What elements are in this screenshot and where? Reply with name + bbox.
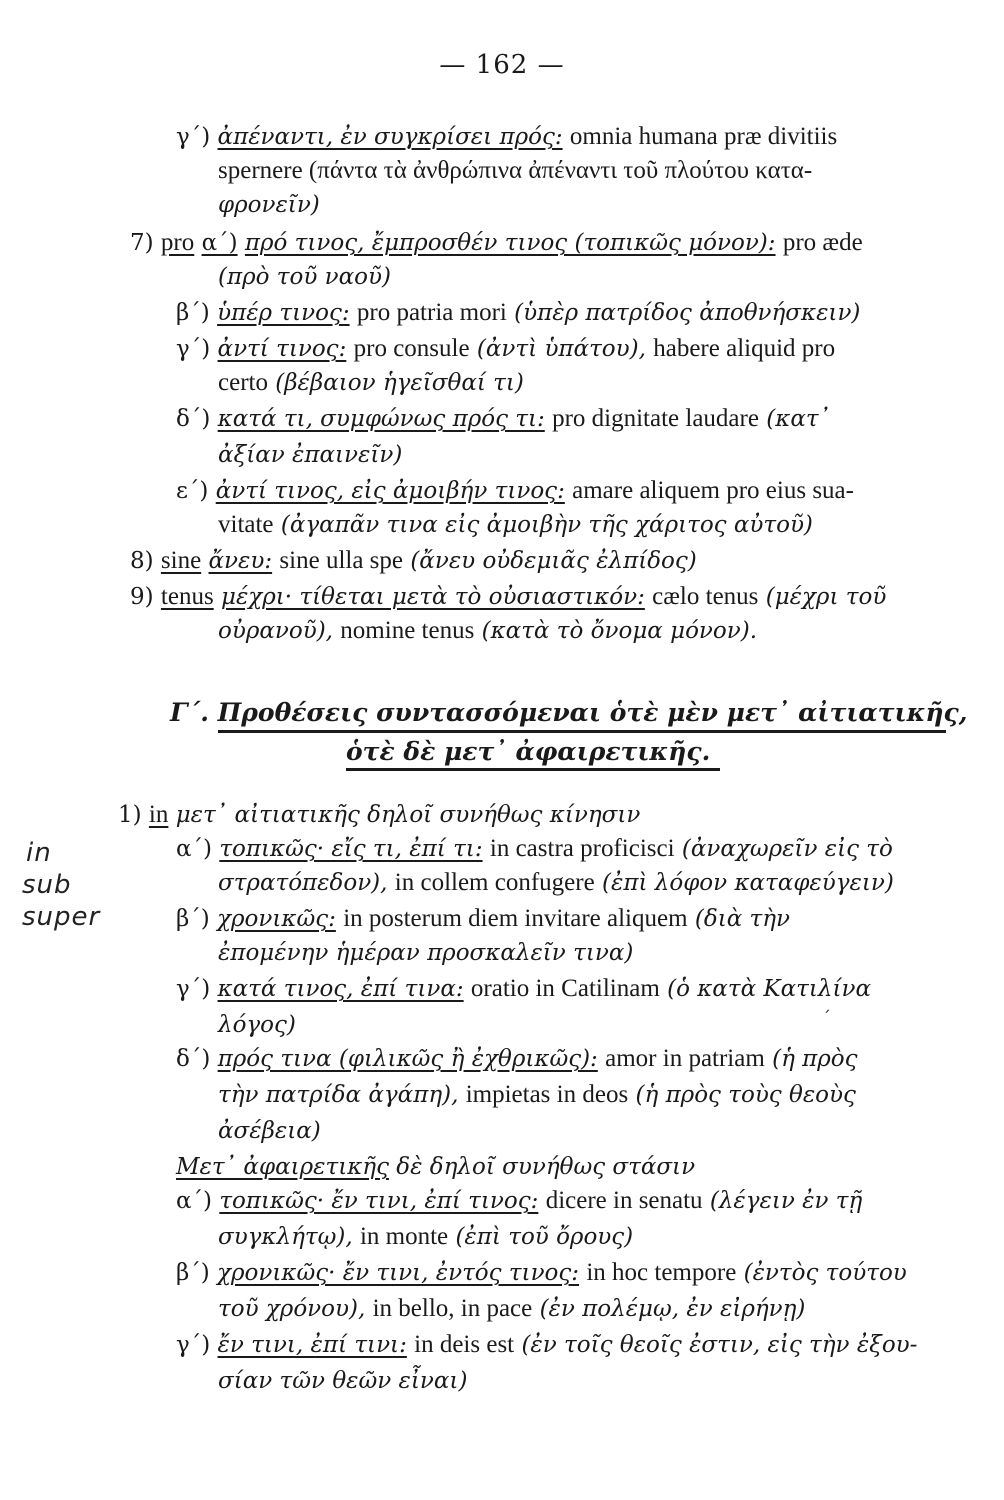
translation: (ἀντὶ ὑπάτου), bbox=[476, 336, 646, 362]
margin-note-sub: sub bbox=[22, 870, 72, 900]
label: α΄) bbox=[176, 836, 213, 862]
label: ε΄) bbox=[176, 478, 209, 504]
item9-line2 bbox=[218, 616, 757, 646]
page-number: — 162 — bbox=[439, 50, 565, 80]
latin-example: pro æde bbox=[782, 229, 863, 256]
item1-beta-line2: ἐπομένην ἡμέραν προσκαλεῖν τινα) bbox=[218, 940, 634, 966]
translation: συγκλήτῳ), bbox=[218, 1224, 353, 1250]
latin-example: in collem confugere bbox=[394, 869, 595, 896]
ablative-intro-line bbox=[176, 1152, 695, 1182]
item7-line bbox=[130, 228, 863, 258]
keyword: tenus bbox=[160, 583, 214, 610]
item7-delta-line bbox=[176, 404, 830, 434]
translation: (διὰ τὴν bbox=[694, 906, 791, 932]
translation-2: (ἐν πολέμῳ, ἐν εἰρήνῃ) bbox=[539, 1296, 806, 1322]
label: α΄) bbox=[201, 230, 238, 256]
translation: (λέγειν ἐν τῇ bbox=[709, 1188, 863, 1214]
latin-example: in monte bbox=[359, 1223, 449, 1250]
latin-example: sine ulla spe bbox=[279, 547, 404, 574]
stray-mark: ´ bbox=[822, 1008, 831, 1029]
abl-alpha-line2 bbox=[218, 1222, 633, 1252]
item7-beta-line bbox=[176, 298, 860, 328]
translation: (ἄνευ οὐδεμιᾶς ἐλπίδος) bbox=[410, 548, 697, 574]
greek-term: ἀπέναντι, ἐν συγκρίσει πρός: bbox=[217, 124, 563, 150]
heading-underline-2 bbox=[346, 768, 720, 771]
label: α΄) bbox=[176, 1188, 213, 1214]
item1-gamma-line bbox=[176, 974, 871, 1004]
label: γ΄) bbox=[176, 976, 211, 1002]
latin-example: omnia humana præ divitiis bbox=[569, 123, 838, 150]
item1-gamma-line2: λόγος) bbox=[218, 1012, 296, 1038]
label: β΄) bbox=[176, 300, 210, 326]
item8-line bbox=[130, 546, 697, 576]
latin-example: in posterum diem invitare aliquem bbox=[343, 905, 688, 932]
section-heading-line1: Γ΄. Προθέσεις συντασσόμεναι ὁτὲ μὲν μετ᾽ αἰτιατικῆς, bbox=[170, 698, 968, 727]
item7-epsilon-line2 bbox=[218, 510, 813, 540]
translation-2: (ἡ πρὸς τοὺς θεοὺς bbox=[635, 1082, 856, 1108]
label: γ΄) bbox=[176, 336, 211, 362]
latin-example: in deis est bbox=[414, 1331, 515, 1358]
heading-underline-1 bbox=[218, 730, 946, 733]
translation-2: (ἐπὶ λόφον καταφεύγειν) bbox=[602, 870, 894, 896]
margin-note-in: in bbox=[26, 838, 52, 868]
abl-beta-line2 bbox=[218, 1294, 805, 1324]
latin-example: amare aliquem pro eius sua- bbox=[572, 477, 854, 504]
item7-gamma-line2 bbox=[218, 368, 524, 398]
latin-example: dicere in senatu bbox=[545, 1187, 703, 1214]
latin-example: certo bbox=[218, 369, 268, 396]
section-heading-line2: ὁτὲ δὲ μετ᾽ ἀφαιρετικῆς. bbox=[346, 737, 711, 766]
greek-term: τοπικῶς· εἴς τι, ἐπί τι: bbox=[219, 836, 483, 862]
latin-example: in hoc tempore bbox=[586, 1259, 737, 1286]
label: γ΄) bbox=[176, 1332, 211, 1358]
greek-term: ἔν τινι, ἐπί τινι: bbox=[217, 1332, 407, 1358]
item7-delta-line2: ἀξίαν ἐπαινεῖν) bbox=[218, 442, 403, 468]
entry-gamma-line bbox=[176, 122, 837, 152]
latin-example: oratio in Catilinam bbox=[470, 975, 660, 1002]
latin-example: in castra proficisci bbox=[489, 835, 675, 862]
abl-gamma-line bbox=[176, 1330, 917, 1360]
greek-term: ἄνευ: bbox=[208, 548, 273, 574]
greek-term: μέχρι· τίθεται μετὰ τὸ οὐσιαστικόν: bbox=[221, 584, 645, 610]
latin-example: in bello, in pace bbox=[372, 1295, 533, 1322]
translation: (ἀγαπᾶν τινα εἰς ἀμοιβὴν τῆς χάριτος αὐτοῦ) bbox=[280, 512, 813, 538]
item1-alpha-line bbox=[176, 834, 893, 864]
label: δ΄) bbox=[176, 1046, 211, 1072]
item1-alpha-line2 bbox=[218, 868, 894, 898]
translation: (ὑπὲρ πατρίδος ἀποθνήσκειν) bbox=[514, 300, 861, 326]
latin-example: pro patria mori bbox=[356, 299, 507, 326]
entry-gamma-line2: spernere (πάντα τὰ ἀνθρώπινα ἀπέναντι τοῦ πλούτου κατα- bbox=[218, 157, 813, 184]
translation: (ἡ πρὸς bbox=[772, 1046, 858, 1072]
keyword: pro bbox=[160, 229, 195, 256]
item-number: 1) bbox=[118, 802, 142, 828]
latin-example-2: habere aliquid pro bbox=[653, 335, 836, 362]
translation: (ἐν τοῖς θεοῖς ἐστιν, εἰς τὴν ἐξου- bbox=[521, 1332, 918, 1358]
keyword: in bbox=[148, 801, 169, 828]
greek-term: πρό τινος, ἔμπροσθέν τινος (τοπικῶς μόνον): bbox=[244, 230, 776, 256]
latin-example: vitate bbox=[218, 511, 274, 538]
latin-example: amor in patriam bbox=[605, 1045, 765, 1072]
item7-epsilon-line bbox=[176, 476, 854, 506]
translation: τὴν πατρίδα ἀγάπη), bbox=[218, 1082, 459, 1108]
latin-example: cælo tenus bbox=[652, 583, 759, 610]
translation: (ὁ κατὰ Κατιλίνα bbox=[667, 976, 871, 1002]
item-number: 7) bbox=[130, 230, 154, 256]
translation: (βέβαιον ἡγεῖσθαί τι) bbox=[275, 370, 524, 396]
item1-line bbox=[118, 800, 640, 830]
item7-alpha-line2: (πρὸ τοῦ ναοῦ) bbox=[218, 264, 391, 290]
item-number: 9) bbox=[130, 584, 154, 610]
latin-example: impietas in deos bbox=[465, 1081, 629, 1108]
greek-term: κατά τινος, ἐπί τινα: bbox=[217, 976, 464, 1002]
keyword: sine bbox=[160, 547, 202, 574]
translation: (κατ᾽ bbox=[766, 406, 831, 432]
item1-delta-line bbox=[176, 1044, 858, 1074]
translation: τοῦ χρόνου), bbox=[218, 1296, 366, 1322]
translation: (ἀναχωρεῖν εἰς τὸ bbox=[681, 836, 893, 862]
greek-term: ὑπέρ τινος: bbox=[217, 300, 350, 326]
abl-gamma-line2: σίαν τῶν θεῶν εἶναι) bbox=[218, 1368, 468, 1394]
ablative-heading: Μετ᾽ ἀφαιρετικῆς bbox=[176, 1154, 389, 1180]
item1-delta-line2 bbox=[218, 1080, 856, 1110]
ablative-intro: δὲ δηλοῖ συνήθως στάσιν bbox=[396, 1154, 696, 1180]
margin-note-super: super bbox=[22, 902, 101, 932]
translation: οὐρανοῦ), bbox=[218, 618, 333, 644]
item1-delta-line3: ἀσέβεια) bbox=[218, 1118, 321, 1144]
greek-term: κατά τι, συμφώνως πρός τι: bbox=[217, 406, 545, 432]
greek-term: χρονικῶς: bbox=[217, 906, 336, 932]
greek-term: χρονικῶς· ἔν τινι, ἐντός τινος: bbox=[217, 1260, 580, 1286]
latin-example: pro consule bbox=[353, 335, 470, 362]
greek-term: τοπικῶς· ἔν τινι, ἐπί τινος: bbox=[219, 1188, 539, 1214]
label: γ΄) bbox=[176, 124, 211, 150]
abl-beta-line bbox=[176, 1258, 907, 1288]
item9-line bbox=[130, 582, 886, 612]
latin-example: nomine tenus bbox=[340, 617, 475, 644]
abl-alpha-line bbox=[176, 1186, 862, 1216]
greek-term: ἀντί τινος, εἰς ἀμοιβήν τινος: bbox=[215, 478, 565, 504]
label: β΄) bbox=[176, 906, 210, 932]
label: β΄) bbox=[176, 1260, 210, 1286]
translation-2: (ἐπὶ τοῦ ὄρους) bbox=[455, 1224, 634, 1250]
translation-2: (κατὰ τὸ ὄνομα μόνον). bbox=[481, 618, 758, 644]
label: δ΄) bbox=[176, 406, 211, 432]
latin-example: pro dignitate laudare bbox=[552, 405, 759, 432]
item1-beta-line bbox=[176, 904, 790, 934]
translation: στρατόπεδον), bbox=[218, 870, 388, 896]
item-number: 8) bbox=[130, 548, 154, 574]
greek-term: πρός τινα (φιλικῶς ἢ ἐχθρικῶς): bbox=[217, 1046, 598, 1072]
greek-term: ἀντί τινος: bbox=[217, 336, 347, 362]
intro: μετ᾽ αἰτιατικῆς δηλοῖ συνήθως κίνησιν bbox=[175, 802, 641, 828]
translation: (ἐντὸς τούτου bbox=[743, 1260, 907, 1286]
item7-gamma-line bbox=[176, 334, 835, 364]
entry-gamma-line3: φρονεῖν) bbox=[218, 192, 320, 218]
translation: (μέχρι τοῦ bbox=[765, 584, 887, 610]
